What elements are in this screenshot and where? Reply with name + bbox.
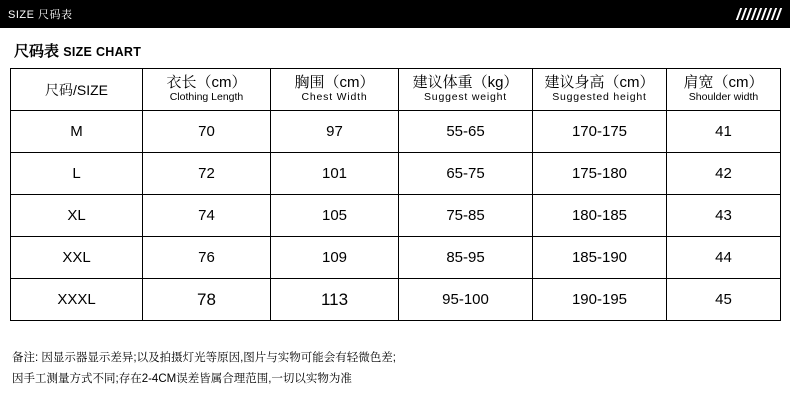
table-row [11,237,781,279]
cell-weight: 75-85 [399,195,533,237]
cell-shoulder: 43 [667,195,781,237]
cell-weight: 55-65 [399,111,533,153]
note-line-2: 因手工测量方式不同;存在2-4CM误差皆属合理范围,一切以实物为准 [12,373,352,386]
cell-chest: 97 [271,111,399,153]
cell-size: XL [11,195,143,237]
column-header-height [533,69,667,111]
cell-length: 76 [143,237,271,279]
column-header-shoulder-cn: 肩宽（cm） [683,74,764,92]
table-row [11,153,781,195]
cell-weight: 85-95 [399,237,533,279]
top-banner [0,0,790,28]
table-header-row [11,69,781,111]
cell-shoulder: 45 [667,279,781,321]
cell-chest: 109 [271,237,399,279]
note-line-1: 备注: 因显示器显示差异;以及拍摄灯光等原因,图片与实物可能会有轻微色差; [12,352,396,364]
size-chart-table [10,68,781,321]
table-row [11,195,781,237]
cell-height: 185-190 [533,237,667,279]
cell-length: 70 [143,111,271,153]
cell-size: L [11,153,143,195]
cell-length: 72 [143,153,271,195]
size-chart-table-wrap [10,68,780,321]
cell-chest: 105 [271,195,399,237]
top-banner-label: SIZE 尺码表 [8,9,73,21]
column-header-size [11,69,143,111]
cell-size: XXXL [11,279,143,321]
cell-height: 170-175 [533,111,667,153]
cell-size: M [11,111,143,153]
cell-weight: 65-75 [399,153,533,195]
column-header-weight-en: Suggest weight [424,91,507,104]
cell-height: 175-180 [533,153,667,195]
column-header-weight-cn: 建议体重（kg） [412,74,519,92]
column-header-shoulder [667,69,781,111]
cell-shoulder: 44 [667,237,781,279]
column-header-length [143,69,271,111]
stripes-decoration [738,8,782,20]
cell-chest: 101 [271,153,399,195]
column-header-chest-cn: 胸围（cm） [294,74,375,92]
column-header-weight [399,69,533,111]
page-title-cn: 尺码表 [14,43,60,60]
column-header-shoulder-en: Shoulder width [688,91,759,104]
cell-shoulder: 42 [667,153,781,195]
cell-chest: 113 [271,279,399,321]
cell-height: 180-185 [533,195,667,237]
column-header-height-cn: 建议身高（cm） [544,74,655,92]
page-title-en: SIZE CHART [63,45,142,59]
page-title [14,40,141,61]
column-header-size-cn: 尺码/SIZE [44,81,108,98]
cell-height: 190-195 [533,279,667,321]
cell-length: 78 [143,279,271,321]
column-header-length-en: Clothing Length [169,91,244,104]
cell-length: 74 [143,195,271,237]
cell-weight: 95-100 [399,279,533,321]
table-row [11,111,781,153]
column-header-chest [271,69,399,111]
column-header-chest-en: Chest Width [301,91,368,104]
cell-shoulder: 41 [667,111,781,153]
column-header-length-cn: 衣长（cm） [166,74,247,92]
cell-size: XXL [11,237,143,279]
table-row [11,279,781,321]
column-header-height-en: Suggested height [552,91,647,104]
notes-block [12,348,396,391]
